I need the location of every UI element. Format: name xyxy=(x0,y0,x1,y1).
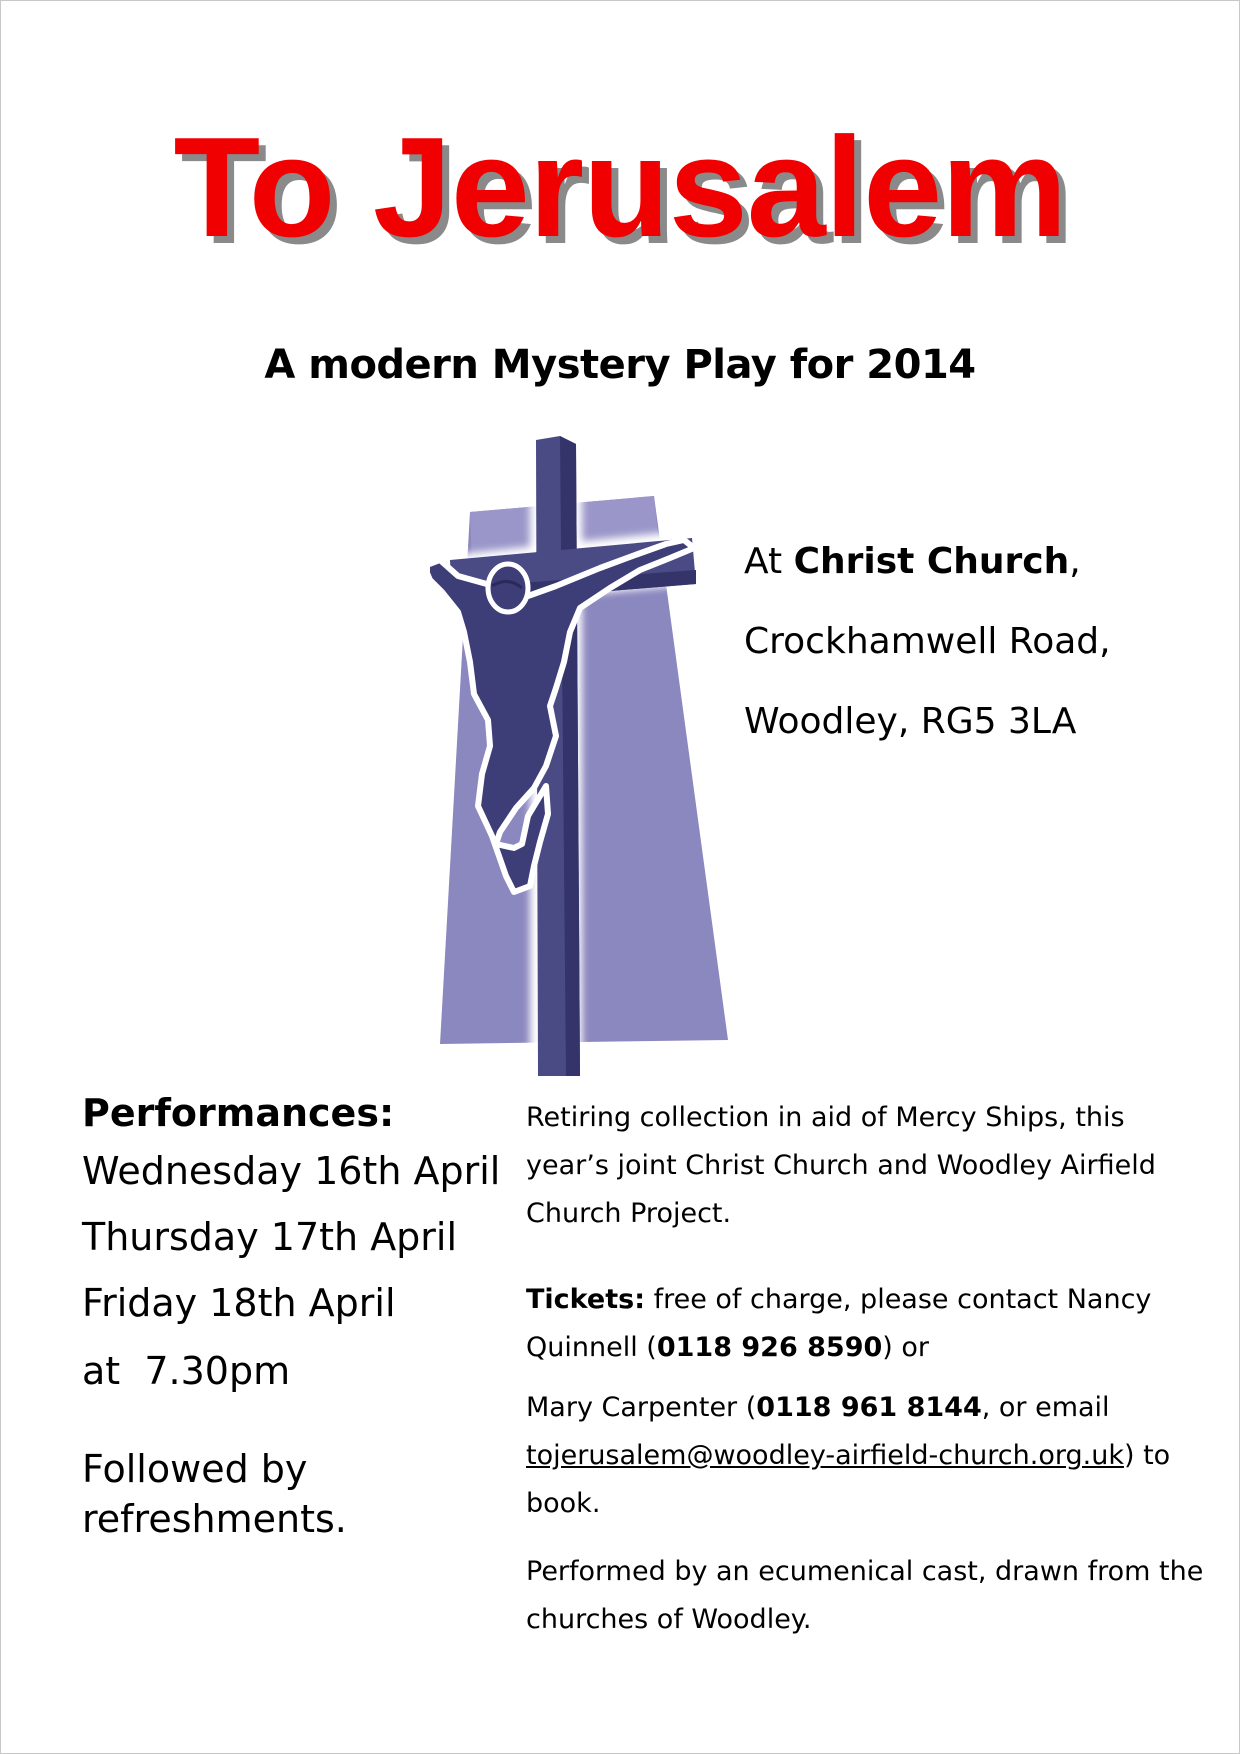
tickets-paragraph xyxy=(526,1276,1206,1372)
contact-text: , or email xyxy=(981,1392,1110,1423)
email-link[interactable]: tojerusalem@woodley-airfield-church.org.uk xyxy=(526,1440,1124,1471)
collection-paragraph: Retiring collection in aid of Mercy Ships, this year’s joint Christ Church and Woodley Airfield Church Project. xyxy=(526,1102,1156,1229)
crucifix-illustration xyxy=(430,436,740,1076)
contact-text: ) to book. xyxy=(526,1440,1171,1519)
phone-nancy: 0118 926 8590 xyxy=(656,1332,883,1363)
subtitle: A modern Mystery Play for 2014 xyxy=(264,342,976,388)
tickets-text: free of charge, please contact Nancy Quinnell ( xyxy=(526,1284,1152,1363)
contact-paragraph xyxy=(526,1384,1206,1528)
refreshments-note: Followed by refreshments. xyxy=(82,1447,347,1541)
tickets-label: Tickets: xyxy=(526,1284,645,1315)
venue-church-line xyxy=(744,522,1111,602)
performances-heading: Performances: xyxy=(82,1091,395,1135)
venue-at: At xyxy=(744,541,783,582)
tickets-text: ) or xyxy=(882,1332,930,1363)
page-title: To Jerusalem xyxy=(173,108,1067,267)
venue-address xyxy=(744,522,1111,762)
performance-date: Friday 18th April xyxy=(82,1281,396,1325)
venue-comma: , xyxy=(1069,541,1081,582)
performance-date: Thursday 17th April xyxy=(82,1215,458,1259)
venue-town: Woodley, RG5 3LA xyxy=(744,701,1077,742)
venue-road: Crockhamwell Road, xyxy=(744,621,1111,662)
performances-block xyxy=(82,1088,500,1544)
venue-church-name: Christ Church xyxy=(793,541,1070,582)
cast-paragraph: Performed by an ecumenical cast, drawn from the churches of Woodley. xyxy=(526,1556,1204,1635)
contact-text: Mary Carpenter ( xyxy=(526,1392,757,1423)
performance-time: at 7.30pm xyxy=(82,1349,291,1393)
phone-mary: 0118 961 8144 xyxy=(756,1392,982,1423)
performance-date: Wednesday 16th April xyxy=(82,1149,501,1193)
info-column xyxy=(526,1094,1206,1644)
